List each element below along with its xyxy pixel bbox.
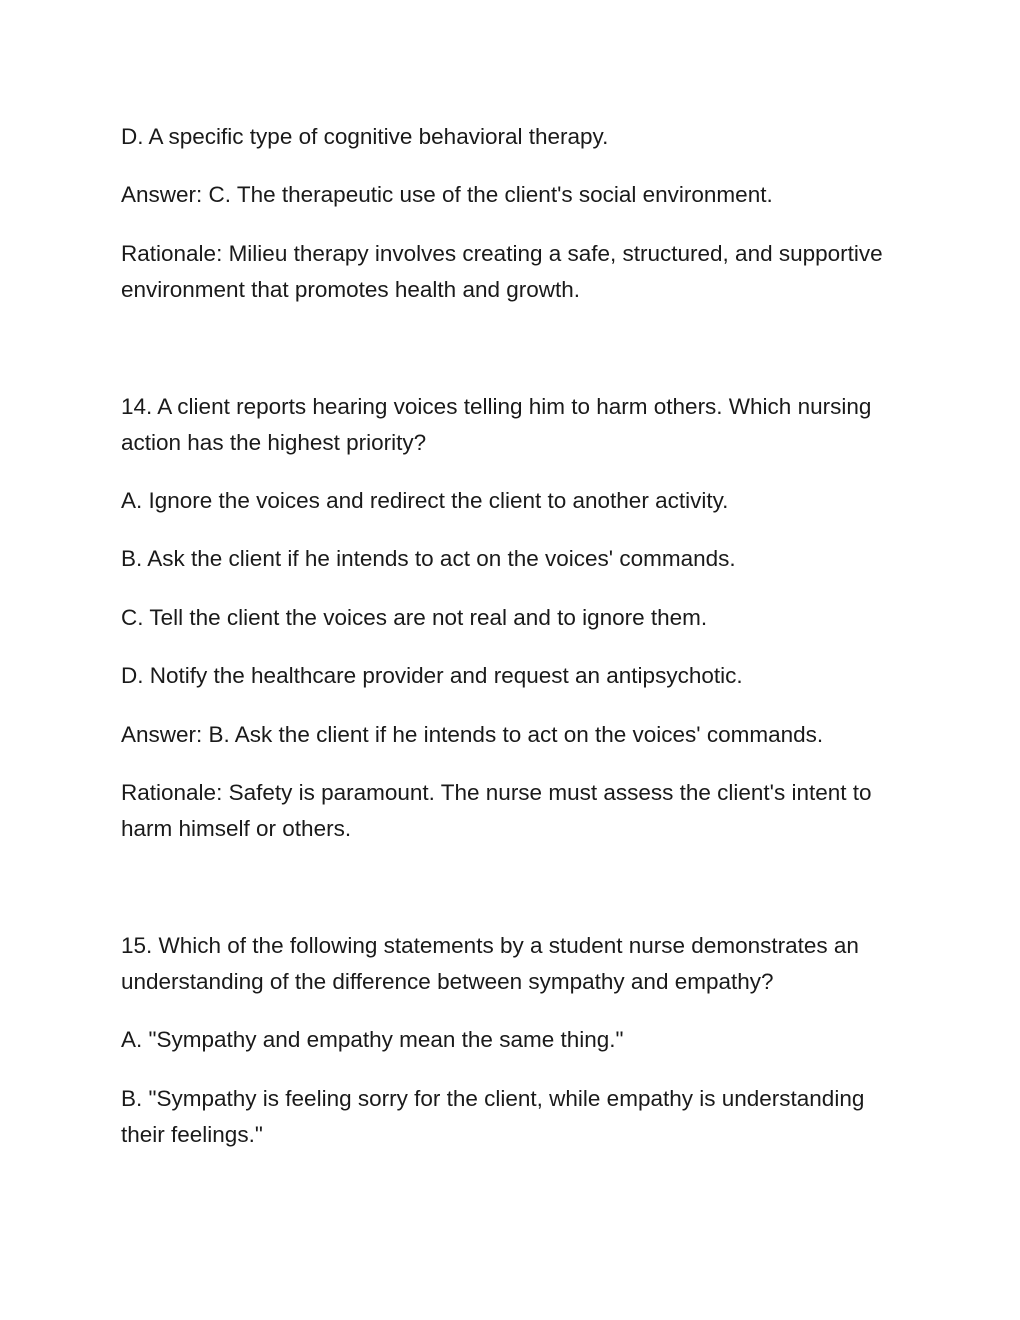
q14-answer: Answer: B. Ask the client if he intends to act on the voices' commands. — [121, 722, 824, 747]
q14-option-d: D. Notify the healthcare provider and request an antipsychotic. — [121, 663, 743, 688]
prev-answer: Answer: C. The therapeutic use of the client's social environment. — [121, 182, 773, 207]
q14-rationale: Rationale: Safety is paramount. The nurse must assess the client's intent to harm himself or others. — [121, 780, 872, 841]
q14-option-a: A. Ignore the voices and redirect the client to another activity. — [121, 488, 729, 513]
q15-question: 15. Which of the following statements by a student nurse demonstrates an understanding of the difference between sympathy and empathy? — [121, 933, 859, 994]
q15-option-b: B. "Sympathy is feeling sorry for the client, while empathy is understanding their feelings." — [121, 1086, 865, 1147]
q14-option-b: B. Ask the client if he intends to act on the voices' commands. — [121, 546, 736, 571]
q15-option-a: A. "Sympathy and empathy mean the same thing." — [121, 1027, 624, 1052]
q14-question: 14. A client reports hearing voices telling him to harm others. Which nursing action has the highest priority? — [121, 394, 872, 455]
prev-option-d: D. A specific type of cognitive behavioral therapy. — [121, 124, 609, 149]
prev-rationale: Rationale: Milieu therapy involves creating a safe, structured, and supportive environment that promotes health and growth. — [121, 241, 883, 302]
q14-option-c: C. Tell the client the voices are not real and to ignore them. — [121, 605, 708, 630]
